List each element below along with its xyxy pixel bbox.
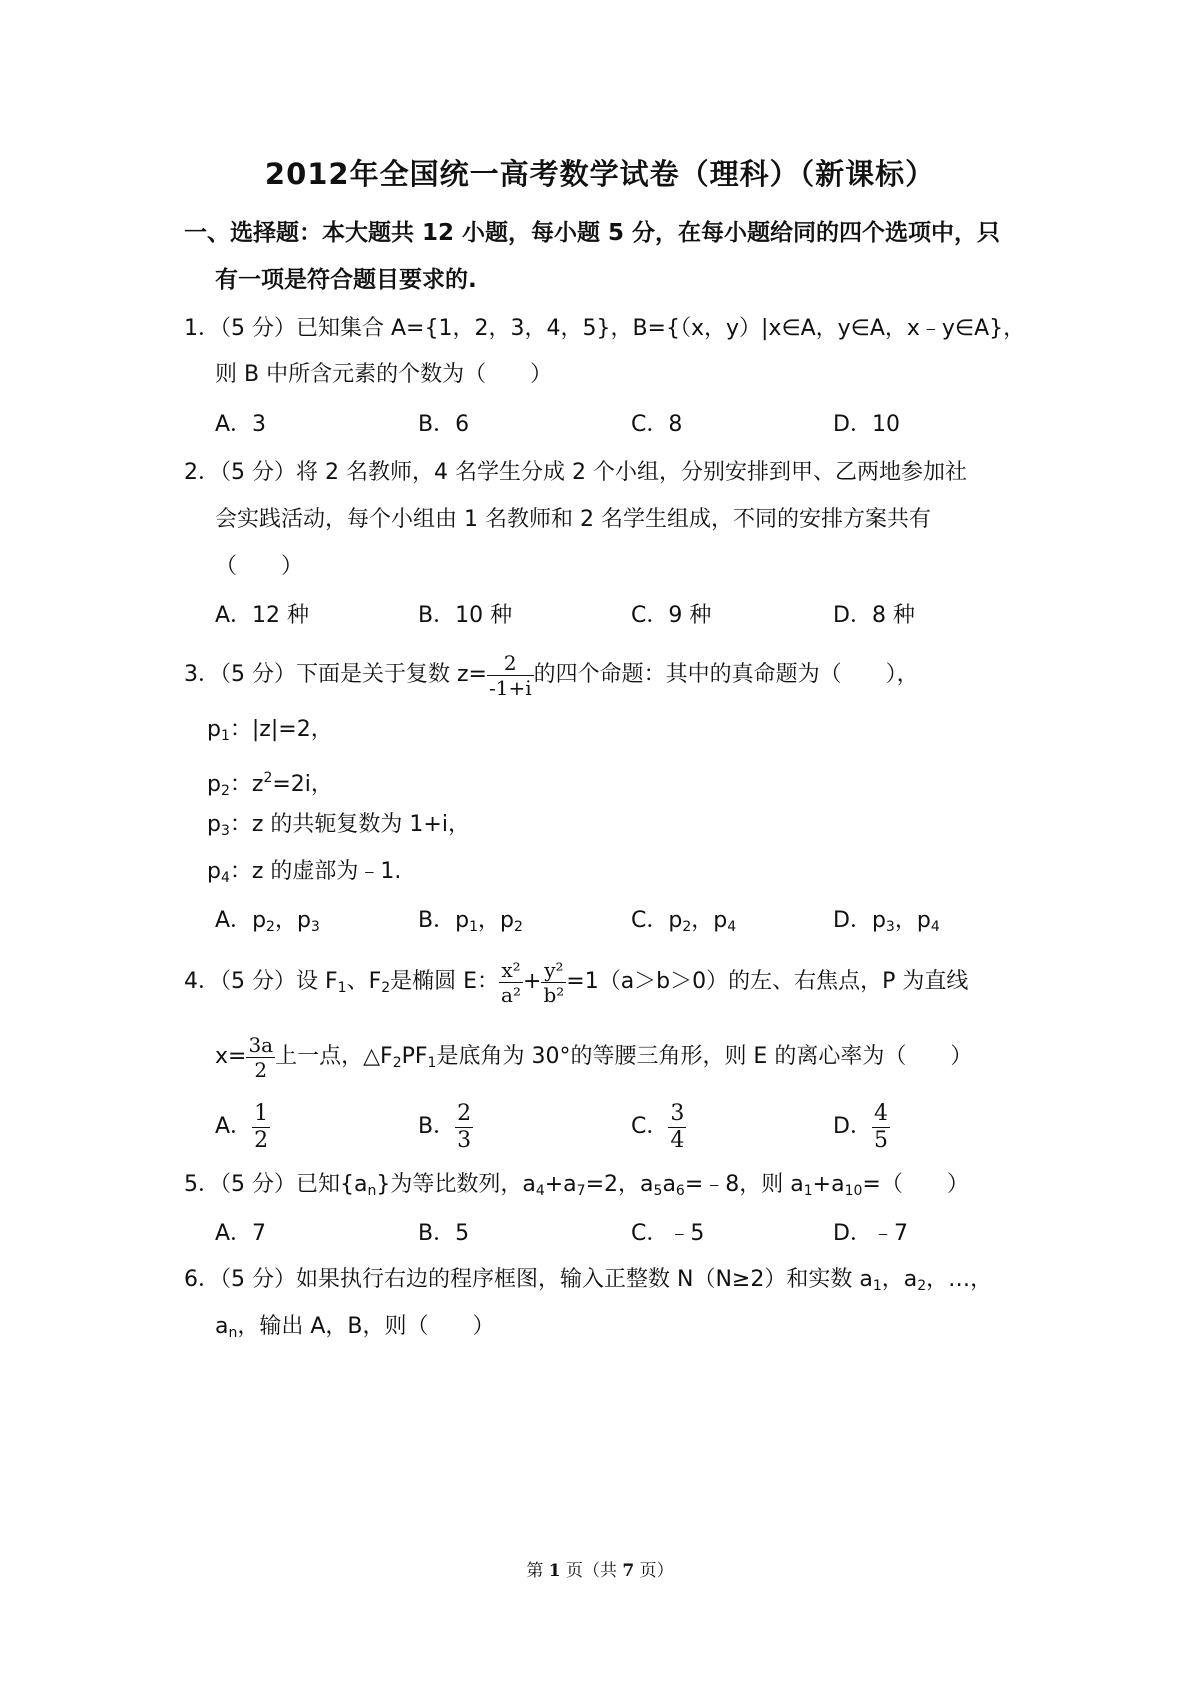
q3-option-a: A．$p_2$，$p_3$ [215, 908, 320, 935]
q3-option-b: B．$p_1$，$p_2$ [418, 908, 523, 935]
q1-option-c: C．8 [631, 412, 683, 437]
q5-option-b: B．5 [418, 1221, 470, 1246]
q4-option-b: B． $\frac{2}{3}$ [418, 1100, 472, 1153]
page-total: 7 [622, 1561, 635, 1581]
q4-option-c: C． $\frac{3}{4}$ [631, 1100, 685, 1153]
q3-prefix: 3．（5 分）下面是关于复数 z= [184, 662, 487, 687]
q3-suffix: 的四个命题：其中的真命题为（ ）， [533, 662, 919, 687]
q3-frac-num: 2 [503, 650, 517, 675]
q2-line3: （ ） [215, 554, 304, 579]
q5-option-d: D．﹣7 [833, 1221, 908, 1246]
q2-line1: 2．（5 分）将 2 名教师，4 名学生分成 2 个小组，分别安排到甲、乙两地参加社 [184, 460, 967, 485]
q3-p1: $p_1$：|z|=2， [207, 717, 333, 744]
q3-p2: $p_2$：$z^2=2i$， [207, 770, 333, 799]
q4-line1: 4．（5 分）设 $F_1$、$F_2$是椭圆 E： $\frac{\text{x²}}{\text{a²}}$ + $\frac{\text{y²}}{\text{b²}}$ =1（a＞b＞0）的左、右焦点，P 为直线 [184, 957, 969, 1007]
q2-option-a: A．12 种 [215, 603, 310, 628]
q5-option-c: C．﹣5 [631, 1221, 705, 1246]
page-title: 2012年全国统一高考数学试卷（理科）（新课标） [264, 157, 936, 191]
q1-option-a: A．3 [215, 412, 267, 437]
q3-option-d: D．$p_3$，$p_4$ [833, 908, 940, 935]
page-footer: 第 1 页（共 7 页） [526, 1561, 674, 1581]
page-number: 1 [548, 1561, 561, 1581]
q3-p3: $p_3$：z 的共轭复数为 1+i， [207, 812, 470, 839]
q1-line1: 1．（5 分）已知集合 A={1，2，3，4，5}，B={（x，y）|x∈A，y∈A，x﹣y∈A}， [184, 316, 1026, 341]
q1-option-b: B．6 [418, 412, 470, 437]
q2-option-d: D．8 种 [833, 603, 915, 628]
q3-option-c: C．$p_2$，$p_4$ [631, 908, 737, 935]
q3-frac-den: -1+i [488, 675, 532, 700]
q6-line1: 6．（5 分）如果执行右边的程序框图，输入正整数 N（N≥2）和实数 $a_1$，$a_2$，…， [184, 1267, 993, 1294]
q4-line2: x= $\frac{3a}{2}$ 上一点，$\triangle F_2PF_1$是底角为 30°的等腰三角形，则 E 的离心率为（ ） [215, 1032, 973, 1082]
section-heading-line2: 有一项是符合题目要求的. [215, 267, 477, 293]
q2-line2: 会实践活动，每个小组由 1 名教师和 2 名学生组成，不同的安排方案共有 [215, 507, 931, 532]
q4-option-a: A． $\frac{1}{2}$ [215, 1100, 269, 1153]
q1-line2: 则 B 中所含元素的个数为（ ） [215, 362, 553, 387]
q4-fraction-3a2: $\frac{3a}{2}$ [248, 1032, 274, 1082]
q6-line2: $a_n$，输出 A，B，则（ ） [215, 1314, 495, 1341]
q5-option-a: A．7 [215, 1221, 267, 1246]
q3-line1 [184, 648, 919, 702]
q3-fraction [487, 650, 534, 700]
q2-option-b: B．10 种 [418, 603, 513, 628]
q4-fraction-y: $\frac{\text{y²}}{\text{b²}}$ [543, 957, 565, 1007]
q5-line1: 5．（5 分）已知$\{a_n\}$为等比数列，$a_4+a_7=2$，$a_5a_6=﹣8$，则 $a_1+a_{10}=$（ ） [184, 1172, 969, 1199]
section-heading-line1: 一、选择题：本大题共 12 小题，每小题 5 分，在每小题给同的四个选项中，只 [184, 220, 1001, 246]
q4-fraction-x: $\frac{\text{x²}}{\text{a²}}$ [501, 957, 521, 1007]
q4-option-d: D． $\frac{4}{5}$ [833, 1100, 888, 1153]
q3-p4: $p_4$：z 的虚部为﹣1. [207, 859, 402, 886]
q2-option-c: C．9 种 [631, 603, 712, 628]
q1-option-d: D．10 [833, 412, 900, 437]
